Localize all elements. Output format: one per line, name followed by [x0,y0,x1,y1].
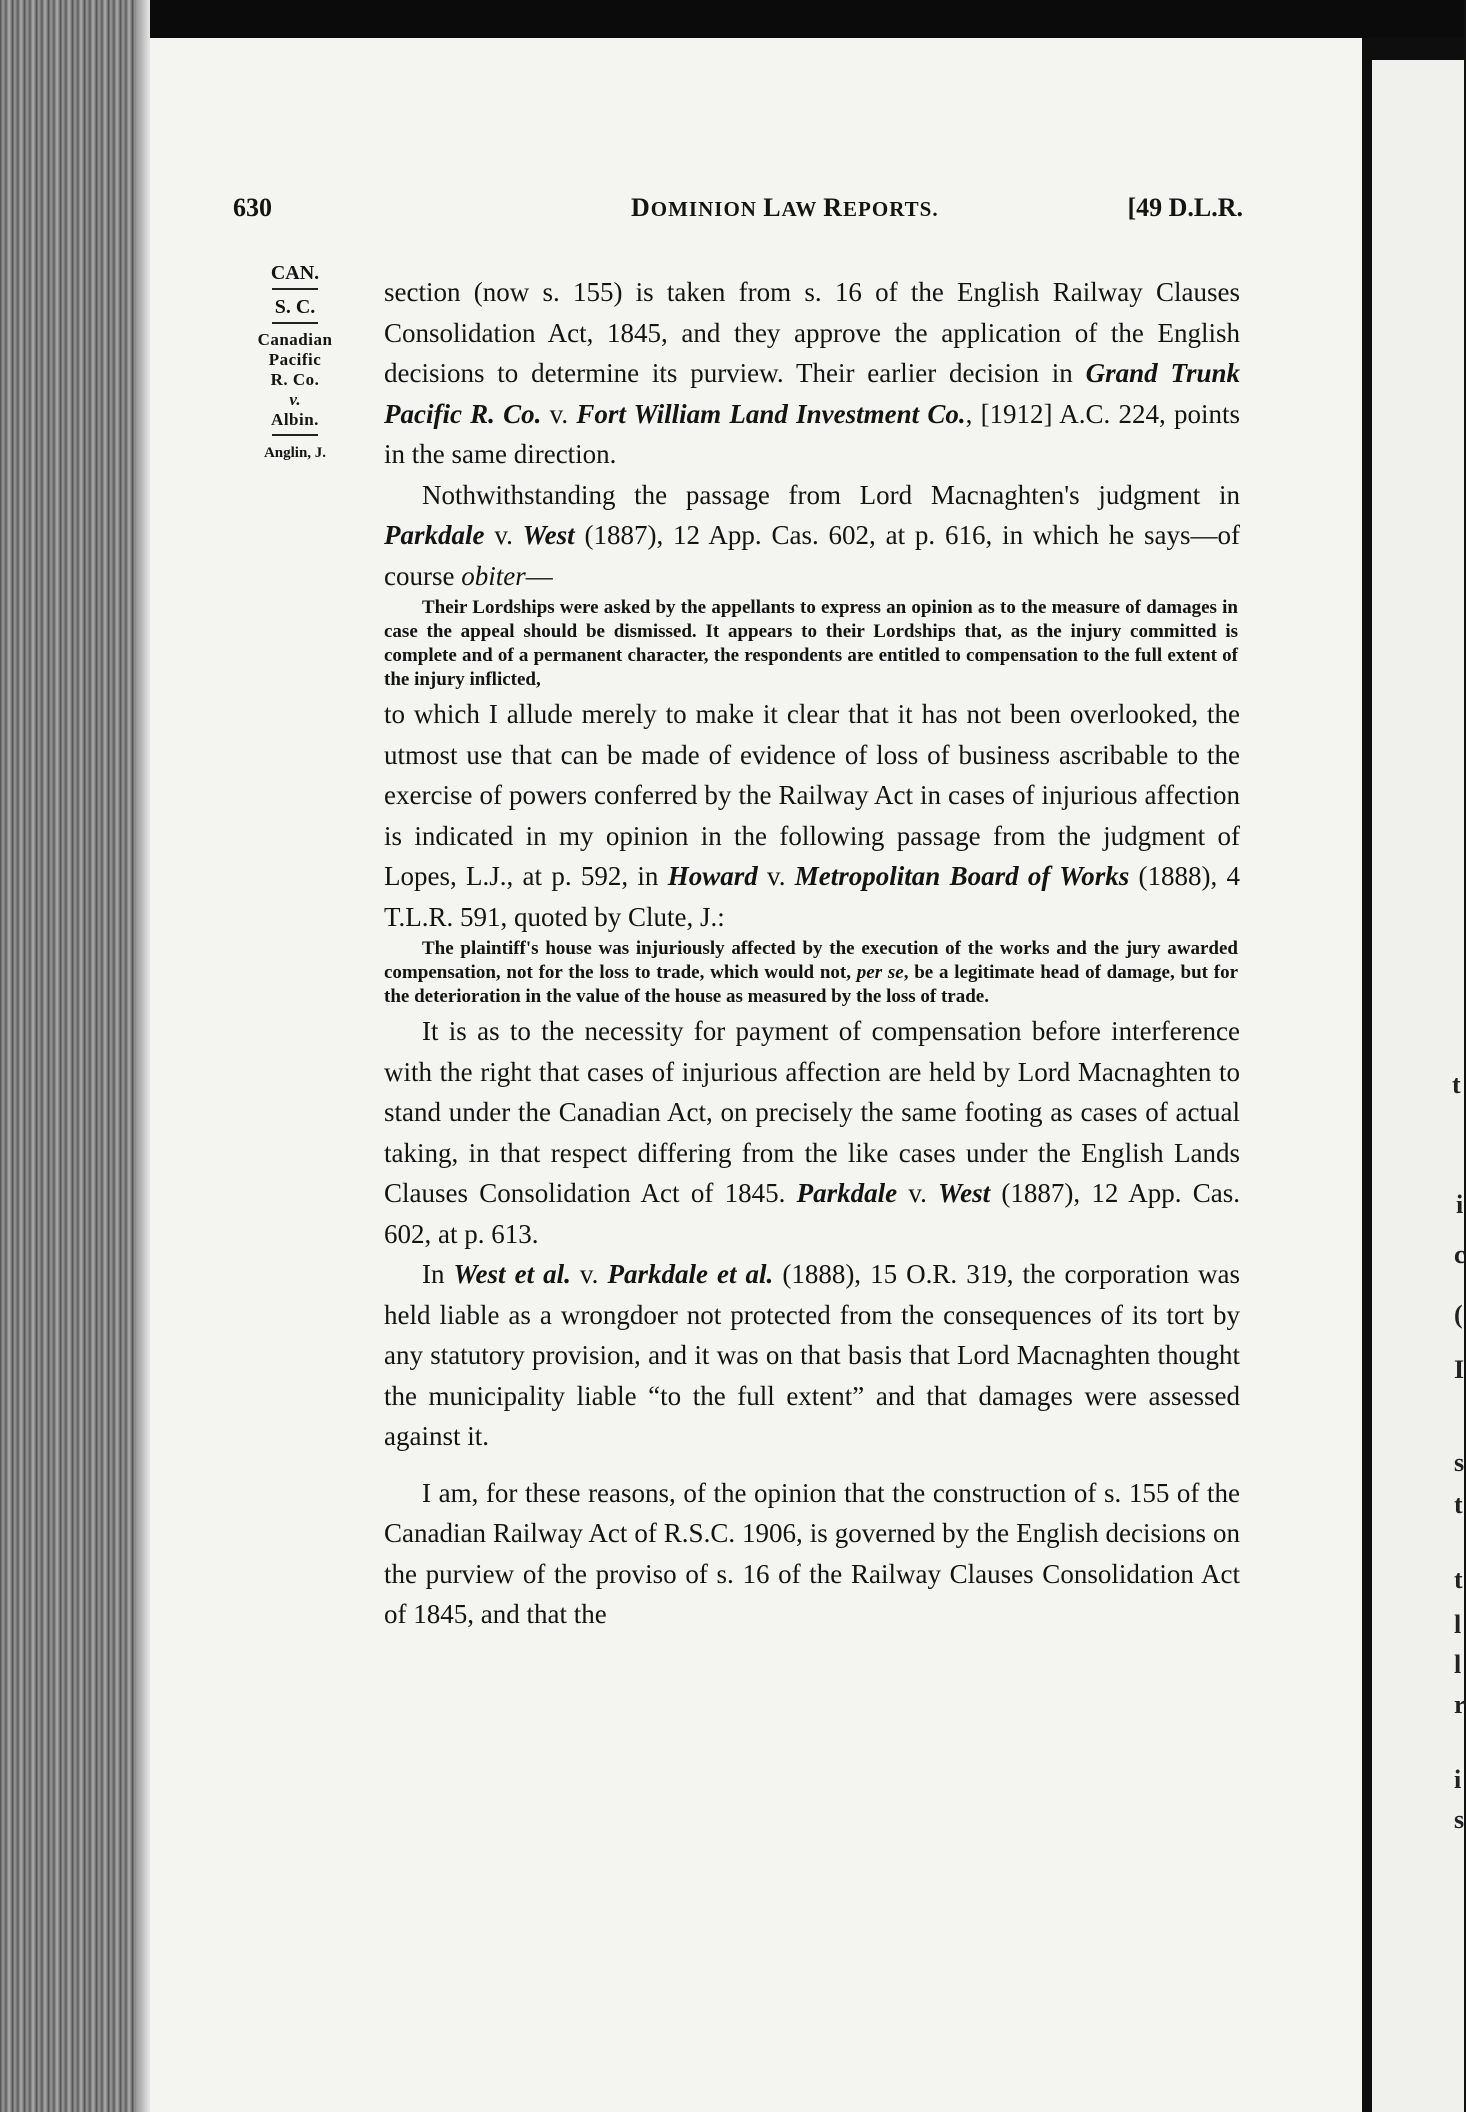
paragraph: to which I allude merely to make it clear that it has not been overlooked, the utmost use that can be made of evidence of loss of business ascribable to the exercise of powers conferred by the Railway Act in cases of injurious affection is indicated in my opinion in the following passage from the judgment of Lopes, L.J., at p. 592, in Howard v. Metropolitan Board of Works (1888), 4 T.L.R. 591, quoted by Clute, J.: [384,699,1241,932]
margin-rule [272,322,318,324]
adjacent-page-char: c [1454,1240,1466,1269]
paragraph: It is as to the necessity for payment of compensation before interference with the right that cases of injurious affection are held by Lord Macnaghten to stand under the Canadian Act, on precisely the same footing as cases of actual taking, in that respect differing from the like cases under the English Lands Clauses Consolidation Act of 1845. Parkdale v. West (1887), 12 App. Cas. 602, at p. 613. [384,1016,1240,1249]
italic-term: obiter [461,560,526,591]
running-title: DOMINION LAW REPORTS. [631,193,939,222]
adjacent-page-char: r [1454,1690,1466,1719]
margin-judge: Anglin, J. [263,445,327,461]
block-quote: The plaintiff's house was injuriously affected by the execution of the works and the jury awarded compensation, not for the loss to trade, which would not, per se, be a legitimate head of damage, but for the deterioration in the value of the house as measured by the loss of trade. [384,938,1239,1007]
case-name: West [938,1178,991,1208]
case-name: Grand Trunk Pacific R. Co. [384,358,1240,429]
case-name: Parkdale et al. [607,1259,774,1289]
adjacent-page-char: l [1454,1610,1462,1639]
adjacent-page-char: t [1454,1490,1463,1519]
adjacent-page-char: ( [1454,1300,1463,1329]
adjacent-page-char: i [1456,1190,1464,1219]
running-header [233,193,1243,233]
adjacent-page-char: t [1454,1565,1463,1594]
paragraph: I am, for these reasons, of the opinion that the construction of s. 155 of the Canadian Railway Act of R.S.C. 1906, is governed by the English decisions on the purview of the proviso of s. 16 of the Railway Clauses Consolidation Act of 1845, and that the [384,1477,1240,1629]
adjacent-page-char: i [1454,1765,1462,1794]
scan-top-border [0,0,1464,40]
adjacent-page-char: s [1454,1448,1465,1477]
paragraph: In West et al. v. Parkdale et al. (1888), 15 O.R. 319, the corporation was held liable as a wrongdoer not protected from the consequences of its tort by any statutory provision, and it was on that basis that Lord Macnaghten thought the municipality liable “to the full extent” and that damages were assessed against it. [384,1259,1241,1451]
margin-court: S. C. [274,296,316,318]
margin-party-1-line-3: R. Co. [270,370,320,389]
paragraph: Nothwithstanding the passage from Lord Macnaghten's judgment in Parkdale v. West (1887), 12 App. Cas. 602, at p. 616, in which he says—of course obiter— [384,479,1241,591]
margin-versus: v. [289,390,301,409]
margin-party-2: Albin. [271,410,319,429]
margin-rule [272,434,318,436]
adjacent-page-char: I [1454,1355,1465,1384]
case-name: West [522,520,575,550]
adjacent-page-char: l [1454,1650,1462,1679]
margin-party-1-line-2: Pacific [268,350,322,369]
margin-rule [272,288,318,290]
case-name: Parkdale [384,520,485,550]
case-name: Howard [667,861,758,891]
case-name: Parkdale [796,1178,898,1208]
adjacent-page-char: t [1452,1070,1461,1099]
italic-term: per se [856,962,904,983]
page-number: 630 [233,193,272,222]
margin-party-1-line-1: Canadian [257,330,333,349]
margin-jurisdiction: CAN. [270,262,320,284]
case-name: Fort William Land Investment Co. [576,398,966,429]
block-quote: Their Lordships were asked by the appellants to express an opinion as to the measure of damages in case the appeal should be dismissed. It appears to their Lordships that, as the injury committed is complete and of a permanent character, the respondents are entitled to compensation to the full extent of the injury inflicted, [384,597,1238,690]
judgment-text [384,272,1240,1635]
case-name: West et al. [453,1259,571,1289]
paragraph: section (now s. 155) is taken from s. 16 of the English Railway Clauses Consolidation Act, 1845, and they approve the application of the English decisions to determine its purview. Their earlier decision in Grand Trunk Pacific R. Co. v. Fort William Land Investment Co., [1912] A.C. 224, points in the same direction. [384,277,1240,469]
adjacent-page-char: s [1454,1805,1465,1834]
volume-reference: [49 D.L.R. [1127,193,1243,222]
adjacent-page-sliver [1372,60,1464,2112]
margin-notes [230,262,360,464]
book-spine-pages [0,0,150,2112]
paragraph-spacer [384,1457,1240,1473]
case-name: Metropolitan Board of Works [794,861,1130,891]
